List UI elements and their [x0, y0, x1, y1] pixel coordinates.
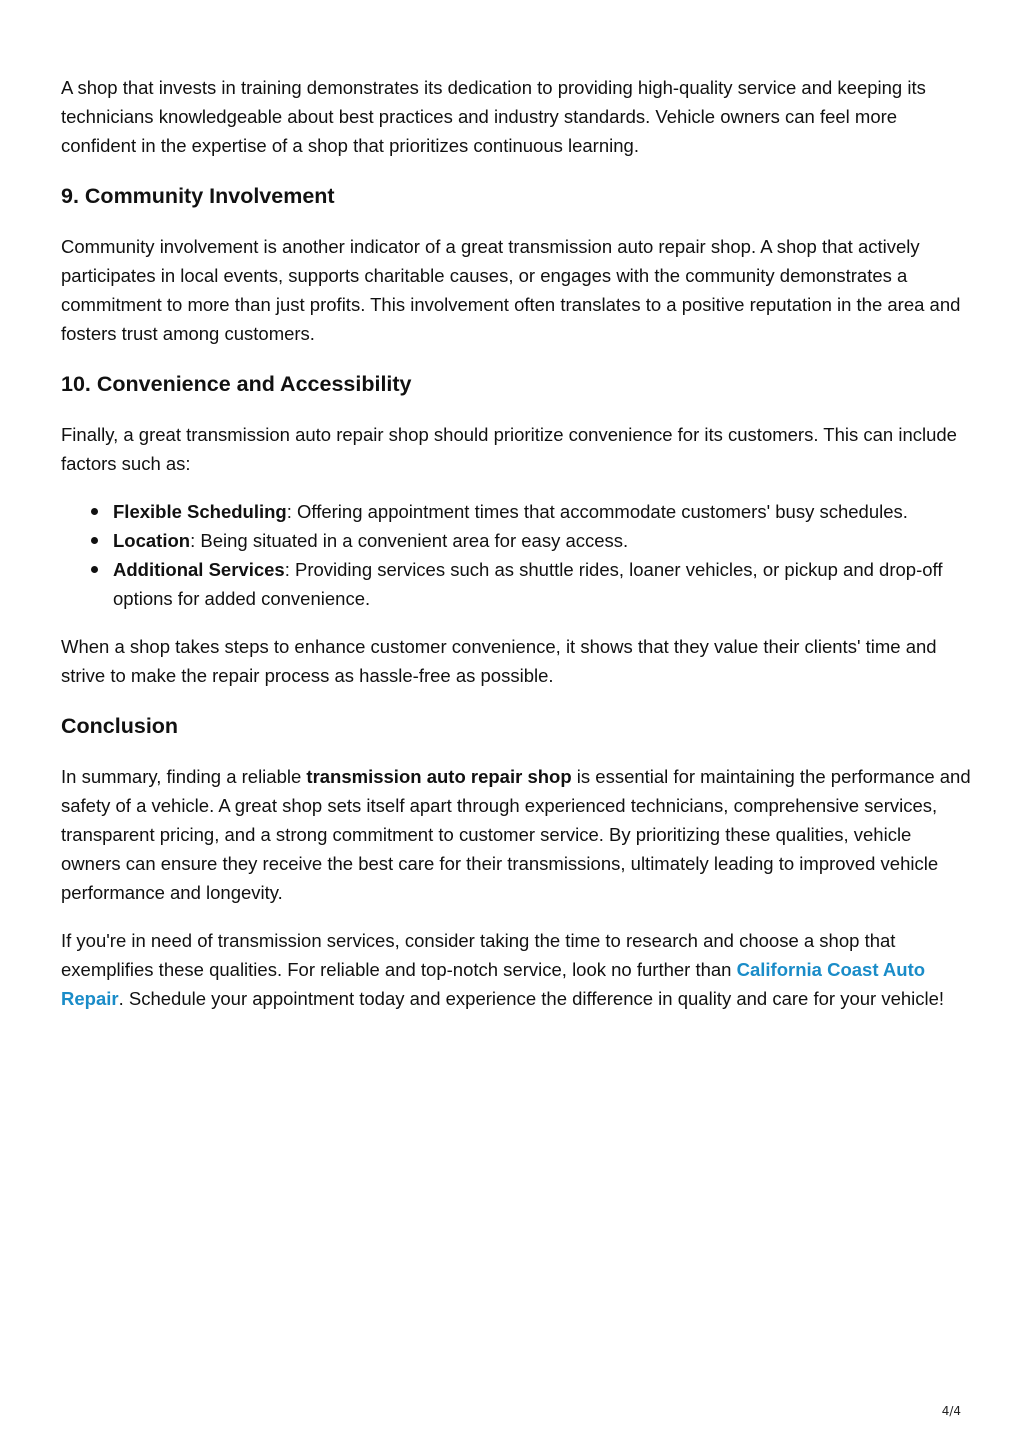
conclusion-heading: Conclusion [61, 714, 179, 738]
document-page [61, 73, 971, 1013]
conclusion-p1-end: is essential for maintaining the performance and safety of a vehicle. A great shop sets itself apart through experienced technicians, comprehensive services, transparent pricing, and a strong commitment to customer service. By prioritizing these qualities, vehicle owners can ensure they receive the best care for their transmissions, ultimately leading to improved vehicle performance and longevity. [61, 766, 971, 903]
list-item-term: Additional Services [113, 559, 285, 580]
bullet-icon [91, 566, 98, 573]
bullet-icon [91, 537, 98, 544]
community-paragraph: Community involvement is another indicator of a great transmission auto repair shop. A shop that actively participates in local events, supports charitable causes, or engages with the community demonstrates a commitment to more than just profits. This involvement often translates to a positive reputation in the area and fosters trust among customers. [61, 236, 961, 344]
conclusion-paragraph-1 [61, 762, 971, 907]
convenience-closing-paragraph: When a shop takes steps to enhance customer convenience, it shows that they value their clients' time and strive to make the repair process as hassle-free as possible. [61, 636, 937, 686]
bullet-icon [91, 508, 98, 515]
community-heading: 9. Community Involvement [61, 184, 335, 208]
list-item-term: Flexible Scheduling [113, 501, 287, 522]
conclusion-p2-start: If you're in need of transmission services, consider taking the time to research and choose a shop that exemplifies these qualities. For reliable and top-notch service, look no further than [61, 930, 896, 980]
convenience-heading: 10. Convenience and Accessibility [61, 372, 412, 396]
conclusion-p2-end: . Schedule your appointment today and experience the difference in quality and care for your vehicle! [118, 988, 945, 1009]
list-item-term: Location [113, 530, 191, 551]
california-coast-auto-repair-link[interactable]: California Coast Auto Repair [61, 959, 926, 1009]
list-item [113, 526, 971, 555]
list-item [113, 555, 971, 613]
conclusion-paragraph-2 [61, 926, 971, 1013]
list-item-text: : Providing services such as shuttle rides, loaner vehicles, or pickup and drop-off options for added convenience. [113, 559, 943, 609]
conclusion-p1-bold: transmission auto repair shop [306, 766, 572, 787]
intro-paragraph: A shop that invests in training demonstrates its dedication to providing high-quality service and keeping its technicians knowledgeable about best practices and industry standards. Vehicle owners can feel more confident in the expertise of a shop that prioritizes continuous learning. [61, 77, 926, 156]
conclusion-p1-start: In summary, finding a reliable [61, 766, 307, 787]
page-number: 4/4 [941, 1404, 961, 1418]
list-item-text: : Being situated in a convenient area for easy access. [190, 530, 629, 551]
list-item-text: : Offering appointment times that accommodate customers' busy schedules. [286, 501, 908, 522]
list-item [113, 497, 971, 526]
convenience-list [61, 497, 971, 613]
convenience-paragraph: Finally, a great transmission auto repair shop should prioritize convenience for its customers. This can include factors such as: [61, 424, 957, 474]
